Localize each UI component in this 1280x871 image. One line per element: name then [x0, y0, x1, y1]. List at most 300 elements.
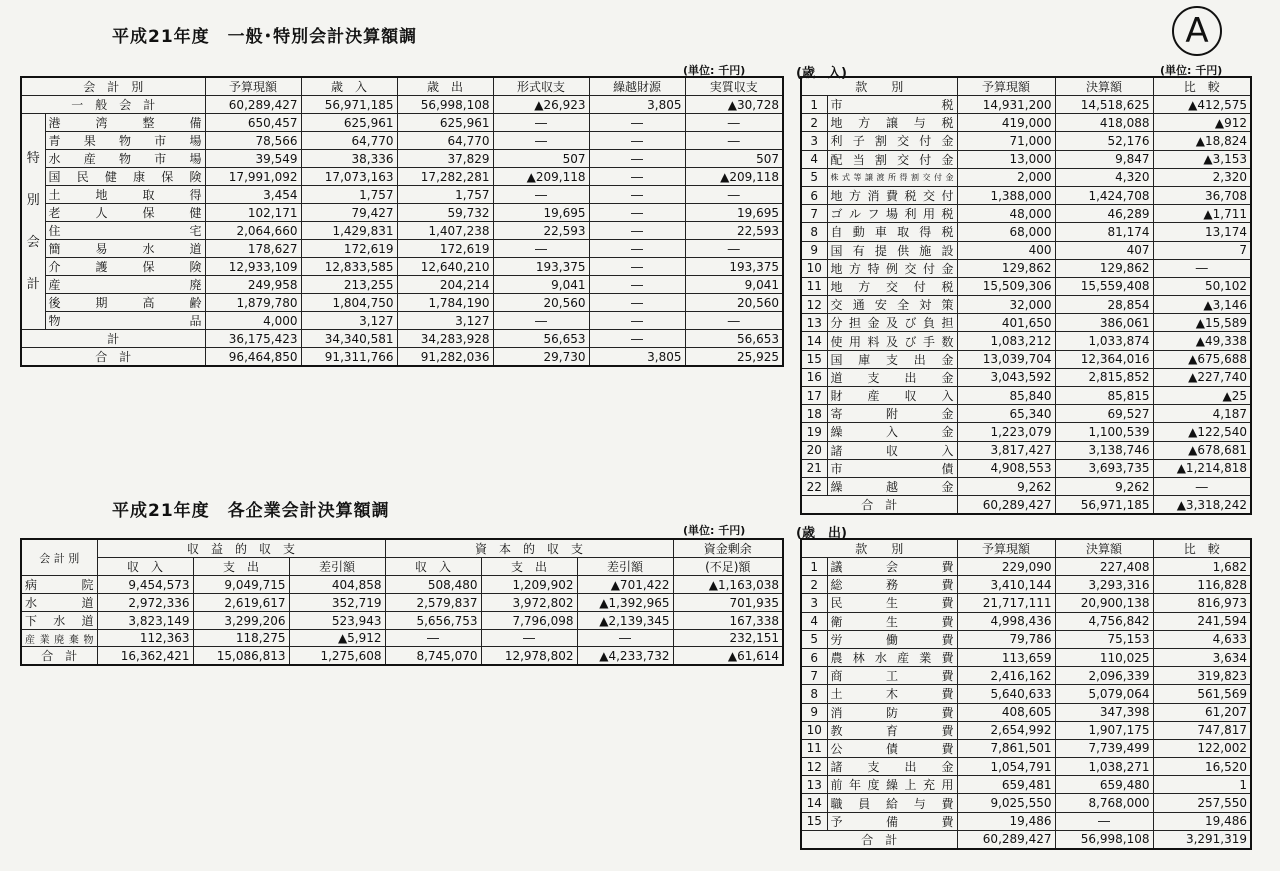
- row-number: 2: [801, 576, 827, 594]
- table-cell: 17,073,163: [301, 168, 397, 186]
- table-cell: 20,560: [685, 294, 783, 312]
- table-row: [21, 594, 783, 612]
- table-cell: ―: [685, 240, 783, 258]
- row-label: 合 計: [21, 348, 205, 367]
- table-cell: 9,262: [957, 477, 1055, 495]
- expenditure-table: [800, 538, 1252, 850]
- table-cell: 4,756,842: [1055, 612, 1153, 630]
- table-cell: 17,282,281: [397, 168, 493, 186]
- table-cell: 172,619: [301, 240, 397, 258]
- table-cell: 167,338: [673, 612, 783, 630]
- circled-a-mark: A: [1172, 6, 1222, 56]
- table-cell: ▲30,728: [685, 96, 783, 114]
- table-row: [801, 721, 1251, 739]
- row-number: 7: [801, 205, 827, 223]
- table-row: [801, 830, 1251, 849]
- table-cell: 319,823: [1153, 667, 1251, 685]
- table-cell: 659,481: [957, 776, 1055, 794]
- row-number: 15: [801, 812, 827, 830]
- general-special-title: 平成21年度 一般･特別会計決算額調: [112, 27, 418, 47]
- table-cell: 213,255: [301, 276, 397, 294]
- table-cell: 1,223,079: [957, 423, 1055, 441]
- table-cell: 13,000: [957, 150, 1055, 168]
- row-label: 消防費: [827, 703, 957, 721]
- table-cell: ―: [685, 132, 783, 150]
- table-cell: 19,486: [1153, 812, 1251, 830]
- table-cell: 2,579,837: [385, 594, 481, 612]
- table-cell: 3,138,746: [1055, 441, 1153, 459]
- table-header-row: [801, 77, 1251, 96]
- row-label: 分担金及び負担: [827, 314, 957, 332]
- row-label: 合 計: [21, 647, 97, 666]
- table-cell: ―: [481, 630, 577, 647]
- table-cell: ▲3,146: [1153, 296, 1251, 314]
- table-cell: 3,805: [589, 96, 685, 114]
- table-cell: 3,693,735: [1055, 459, 1153, 477]
- table-row: [21, 294, 783, 312]
- row-label: 前年度繰上充用: [827, 776, 957, 794]
- table-cell: 129,862: [957, 259, 1055, 277]
- row-label: 職員給与費: [827, 794, 957, 812]
- row-number: 15: [801, 350, 827, 368]
- table-cell: 112,363: [97, 630, 193, 647]
- table-row: [801, 405, 1251, 423]
- table-cell: 3,805: [589, 348, 685, 367]
- row-label: 産業廃棄物: [21, 630, 97, 647]
- table-cell: 7,861,501: [957, 739, 1055, 757]
- table-cell: 3,043,592: [957, 368, 1055, 386]
- row-label: 繰入金: [827, 423, 957, 441]
- row-label: 市債: [827, 459, 957, 477]
- header-cell: 差引額: [289, 558, 385, 576]
- table-cell: 508,480: [385, 576, 481, 594]
- table-row: [21, 630, 783, 647]
- header-cell: 収 入: [97, 558, 193, 576]
- table-cell: ▲1,214,818: [1153, 459, 1251, 477]
- table-cell: 2,619,617: [193, 594, 289, 612]
- table-row: [801, 168, 1251, 186]
- table-cell: 34,340,581: [301, 330, 397, 348]
- table-cell: 2,654,992: [957, 721, 1055, 739]
- header-cell: 款 別: [801, 539, 957, 558]
- table-row: [801, 96, 1251, 114]
- row-number: 2: [801, 114, 827, 132]
- table-cell: 3,817,427: [957, 441, 1055, 459]
- row-number: 8: [801, 223, 827, 241]
- table-cell: 1,275,608: [289, 647, 385, 666]
- table-row: [801, 186, 1251, 204]
- table-row: [801, 368, 1251, 386]
- table-row: [21, 240, 783, 258]
- table-cell: ―: [385, 630, 481, 647]
- table-cell: 14,931,200: [957, 96, 1055, 114]
- table-cell: 12,978,802: [481, 647, 577, 666]
- table-cell: ―: [589, 312, 685, 330]
- table-cell: 1,407,238: [397, 222, 493, 240]
- row-label: 水産物市場: [45, 150, 205, 168]
- table-cell: 61,207: [1153, 703, 1251, 721]
- table-row: [801, 558, 1251, 576]
- table-cell: ―: [1153, 259, 1251, 277]
- table-cell: 701,935: [673, 594, 783, 612]
- row-number: 13: [801, 776, 827, 794]
- row-number: 4: [801, 150, 827, 168]
- t3-body: [801, 77, 1251, 514]
- table-cell: 116,828: [1153, 576, 1251, 594]
- table-cell: 2,320: [1153, 168, 1251, 186]
- table-row: [801, 758, 1251, 776]
- table-cell: 9,025,550: [957, 794, 1055, 812]
- row-number: 13: [801, 314, 827, 332]
- enterprise-table: [20, 538, 784, 666]
- table-cell: ―: [589, 258, 685, 276]
- table-cell: 3,823,149: [97, 612, 193, 630]
- row-number: 18: [801, 405, 827, 423]
- t1-body: [21, 77, 783, 366]
- header-cell: 資金剰余: [673, 539, 783, 558]
- table-cell: 22,593: [685, 222, 783, 240]
- table-cell: 69,527: [1055, 405, 1153, 423]
- row-label: 土地取得: [45, 186, 205, 204]
- header-cell: 予算現額: [957, 539, 1055, 558]
- table-cell: 1,907,175: [1055, 721, 1153, 739]
- table-cell: ▲122,540: [1153, 423, 1251, 441]
- header-cell: 比 較: [1153, 539, 1251, 558]
- row-number: 5: [801, 168, 827, 186]
- header-cell: 資 本 的 収 支: [385, 539, 673, 558]
- table-cell: ▲18,824: [1153, 132, 1251, 150]
- row-number: 12: [801, 758, 827, 776]
- table-cell: ―: [493, 114, 589, 132]
- header-cell: 決算額: [1055, 77, 1153, 96]
- table-cell: 56,998,108: [397, 96, 493, 114]
- table-cell: 25,925: [685, 348, 783, 367]
- table-row: [801, 667, 1251, 685]
- table-cell: ▲3,318,242: [1153, 496, 1251, 515]
- revenue-label: (歳 入): [796, 66, 847, 81]
- table-cell: 4,187: [1153, 405, 1251, 423]
- row-label: 計: [21, 330, 205, 348]
- special-label-char: 特: [26, 150, 40, 166]
- table-cell: ▲61,614: [673, 647, 783, 666]
- table-row: [801, 441, 1251, 459]
- table-row: [801, 812, 1251, 830]
- table-cell: 91,311,766: [301, 348, 397, 367]
- row-number: 17: [801, 387, 827, 405]
- row-number: 21: [801, 459, 827, 477]
- table-row: [801, 794, 1251, 812]
- table-cell: 28,854: [1055, 296, 1153, 314]
- table-cell: ―: [589, 132, 685, 150]
- table-cell: ▲209,118: [493, 168, 589, 186]
- table-row: [801, 332, 1251, 350]
- table-cell: 3,127: [397, 312, 493, 330]
- row-label: 使用料及び手数: [827, 332, 957, 350]
- table-cell: ―: [589, 204, 685, 222]
- table-cell: 523,943: [289, 612, 385, 630]
- table-cell: 12,933,109: [205, 258, 301, 276]
- table-cell: 1,757: [301, 186, 397, 204]
- table-cell: 1,784,190: [397, 294, 493, 312]
- table-cell: 2,064,660: [205, 222, 301, 240]
- table-cell: 110,025: [1055, 648, 1153, 666]
- table-cell: 5,079,064: [1055, 685, 1153, 703]
- table-cell: 65,340: [957, 405, 1055, 423]
- table-cell: 3,634: [1153, 648, 1251, 666]
- table-cell: 17,991,092: [205, 168, 301, 186]
- table-row: [801, 132, 1251, 150]
- row-label: 国庫支出金: [827, 350, 957, 368]
- table-cell: ―: [589, 168, 685, 186]
- table-row: [801, 314, 1251, 332]
- table-cell: 625,961: [397, 114, 493, 132]
- table-row: [801, 496, 1251, 515]
- table-cell: 68,000: [957, 223, 1055, 241]
- table-cell: 22,593: [493, 222, 589, 240]
- table-cell: 16,362,421: [97, 647, 193, 666]
- table-row: [801, 350, 1251, 368]
- table-cell: 19,695: [685, 204, 783, 222]
- table-cell: ―: [1153, 477, 1251, 495]
- table-row: [801, 477, 1251, 495]
- row-label: 下水道: [21, 612, 97, 630]
- table-cell: 1,388,000: [957, 186, 1055, 204]
- row-label: 住宅: [45, 222, 205, 240]
- table-cell: 7,796,098: [481, 612, 577, 630]
- table-row: [801, 277, 1251, 295]
- row-number: 16: [801, 368, 827, 386]
- table-row: [801, 685, 1251, 703]
- table-cell: ▲2,139,345: [577, 612, 673, 630]
- table-cell: 36,175,423: [205, 330, 301, 348]
- row-label: 配当割交付金: [827, 150, 957, 168]
- table-cell: 9,049,715: [193, 576, 289, 594]
- table-cell: 4,908,553: [957, 459, 1055, 477]
- table-row: [801, 423, 1251, 441]
- table-cell: ▲1,163,038: [673, 576, 783, 594]
- table-row: [21, 276, 783, 294]
- t1-unit: (単位: 千円): [683, 64, 746, 77]
- table-cell: 20,900,138: [1055, 594, 1153, 612]
- table-cell: 52,176: [1055, 132, 1153, 150]
- special-label-char: 会: [26, 234, 40, 250]
- header-cell: 歳 出: [397, 77, 493, 96]
- table-cell: 15,509,306: [957, 277, 1055, 295]
- table-cell: ▲1,711: [1153, 205, 1251, 223]
- table-cell: ―: [577, 630, 673, 647]
- table-cell: 56,653: [493, 330, 589, 348]
- table-cell: 59,732: [397, 204, 493, 222]
- table-cell: ―: [493, 312, 589, 330]
- row-label: 公債費: [827, 739, 957, 757]
- row-label: 交通安全対策: [827, 296, 957, 314]
- table-cell: ―: [589, 222, 685, 240]
- table-row: [801, 296, 1251, 314]
- t4-body: [801, 539, 1251, 849]
- table-cell: 352,719: [289, 594, 385, 612]
- header-cell: 実質収支: [685, 77, 783, 96]
- table-cell: ―: [685, 312, 783, 330]
- table-cell: 419,000: [957, 114, 1055, 132]
- t2-body: [21, 539, 783, 665]
- row-number: 8: [801, 685, 827, 703]
- table-cell: 71,000: [957, 132, 1055, 150]
- table-cell: ▲209,118: [685, 168, 783, 186]
- table-cell: 19,695: [493, 204, 589, 222]
- table-cell: ―: [589, 294, 685, 312]
- table-cell: ▲4,233,732: [577, 647, 673, 666]
- table-cell: ▲5,912: [289, 630, 385, 647]
- table-row: [801, 739, 1251, 757]
- table-cell: 2,815,852: [1055, 368, 1153, 386]
- table-cell: 96,464,850: [205, 348, 301, 367]
- table-cell: 1,209,902: [481, 576, 577, 594]
- table-cell: 1,429,831: [301, 222, 397, 240]
- table-cell: 2,096,339: [1055, 667, 1153, 685]
- row-label: 青果物市場: [45, 132, 205, 150]
- table-cell: ―: [589, 186, 685, 204]
- table-row: [801, 150, 1251, 168]
- table-row: [21, 186, 783, 204]
- table-cell: 257,550: [1153, 794, 1251, 812]
- table-cell: 3,127: [301, 312, 397, 330]
- table-row: [21, 168, 783, 186]
- row-label: 道支出金: [827, 368, 957, 386]
- table-row: [21, 348, 783, 367]
- table-cell: 232,151: [673, 630, 783, 647]
- table-cell: 56,653: [685, 330, 783, 348]
- table-cell: 650,457: [205, 114, 301, 132]
- header-cell: 支 出: [481, 558, 577, 576]
- row-label: 株式等譲渡所得割交付金: [827, 168, 957, 186]
- table-cell: 1,033,874: [1055, 332, 1153, 350]
- table-cell: ▲227,740: [1153, 368, 1251, 386]
- table-header-row: [21, 558, 783, 576]
- table-row: [21, 312, 783, 330]
- table-cell: 5,640,633: [957, 685, 1055, 703]
- row-label: 国民健康保険: [45, 168, 205, 186]
- table-cell: 816,973: [1153, 594, 1251, 612]
- table-cell: 2,416,162: [957, 667, 1055, 685]
- header-cell: 会 計 別: [21, 539, 97, 576]
- row-label: 地方譲与税: [827, 114, 957, 132]
- table-cell: 75,153: [1055, 630, 1153, 648]
- table-cell: 178,627: [205, 240, 301, 258]
- table-cell: 64,770: [301, 132, 397, 150]
- table-cell: 9,847: [1055, 150, 1153, 168]
- row-label: 地方交付税: [827, 277, 957, 295]
- table-cell: ▲3,153: [1153, 150, 1251, 168]
- table-cell: 1,100,539: [1055, 423, 1153, 441]
- table-cell: 56,971,185: [1055, 496, 1153, 515]
- table-cell: 4,000: [205, 312, 301, 330]
- row-label: 土木費: [827, 685, 957, 703]
- row-label: 後期高齢: [45, 294, 205, 312]
- table-cell: 2,000: [957, 168, 1055, 186]
- table-cell: 48,000: [957, 205, 1055, 223]
- table-cell: 12,364,016: [1055, 350, 1153, 368]
- table-cell: 227,408: [1055, 558, 1153, 576]
- table-header-row: [21, 77, 783, 96]
- row-label: 労働費: [827, 630, 957, 648]
- table-cell: ―: [589, 276, 685, 294]
- table-cell: 118,275: [193, 630, 289, 647]
- row-number: 6: [801, 186, 827, 204]
- row-number: 20: [801, 441, 827, 459]
- table-cell: 204,214: [397, 276, 493, 294]
- table-row: [21, 96, 783, 114]
- table-cell: 408,605: [957, 703, 1055, 721]
- table-cell: 1: [1153, 776, 1251, 794]
- table-cell: 91,282,036: [397, 348, 493, 367]
- enterprise-title: 平成21年度 各企業会計決算額調: [112, 501, 390, 521]
- table-cell: 241,594: [1153, 612, 1251, 630]
- table-cell: 60,289,427: [957, 830, 1055, 849]
- row-label: 港湾整備: [45, 114, 205, 132]
- table-row: [21, 258, 783, 276]
- table-cell: 193,375: [685, 258, 783, 276]
- table-cell: 507: [493, 150, 589, 168]
- table-cell: 15,559,408: [1055, 277, 1153, 295]
- table-row: [801, 576, 1251, 594]
- table-cell: ―: [493, 186, 589, 204]
- table-cell: ―: [589, 330, 685, 348]
- table-cell: ―: [685, 114, 783, 132]
- table-row: [801, 205, 1251, 223]
- table-cell: 418,088: [1055, 114, 1153, 132]
- table-cell: 561,569: [1153, 685, 1251, 703]
- row-label: 諸支出金: [827, 758, 957, 776]
- table-cell: 9,041: [493, 276, 589, 294]
- table-cell: ▲25: [1153, 387, 1251, 405]
- header-cell: 支 出: [193, 558, 289, 576]
- row-number: 3: [801, 594, 827, 612]
- header-cell: 収 入: [385, 558, 481, 576]
- header-cell: 繰越財源: [589, 77, 685, 96]
- table-cell: 85,815: [1055, 387, 1153, 405]
- table-cell: 12,640,210: [397, 258, 493, 276]
- row-number: 10: [801, 259, 827, 277]
- table-row: [801, 241, 1251, 259]
- table-row: [801, 259, 1251, 277]
- table-cell: 407: [1055, 241, 1153, 259]
- table-cell: 122,002: [1153, 739, 1251, 757]
- table-cell: 3,410,144: [957, 576, 1055, 594]
- row-label: 予備費: [827, 812, 957, 830]
- table-cell: 129,862: [1055, 259, 1153, 277]
- header-cell: 予算現額: [957, 77, 1055, 96]
- table-cell: 1,682: [1153, 558, 1251, 576]
- table-cell: 4,998,436: [957, 612, 1055, 630]
- row-label: 地方特例交付金: [827, 259, 957, 277]
- header-cell: 形式収支: [493, 77, 589, 96]
- row-number: 22: [801, 477, 827, 495]
- header-cell: 収 益 的 収 支: [97, 539, 385, 558]
- row-label: 利子割交付金: [827, 132, 957, 150]
- table-cell: 79,786: [957, 630, 1055, 648]
- table-cell: ▲1,392,965: [577, 594, 673, 612]
- table-cell: 56,998,108: [1055, 830, 1153, 849]
- row-label: 総務費: [827, 576, 957, 594]
- row-label: 寄附金: [827, 405, 957, 423]
- row-label: 病院: [21, 576, 97, 594]
- table-cell: 2,972,336: [97, 594, 193, 612]
- table-cell: 1,038,271: [1055, 758, 1153, 776]
- table-cell: 113,659: [957, 648, 1055, 666]
- table-cell: 625,961: [301, 114, 397, 132]
- header-cell: 予算現額: [205, 77, 301, 96]
- table-cell: 3,291,319: [1153, 830, 1251, 849]
